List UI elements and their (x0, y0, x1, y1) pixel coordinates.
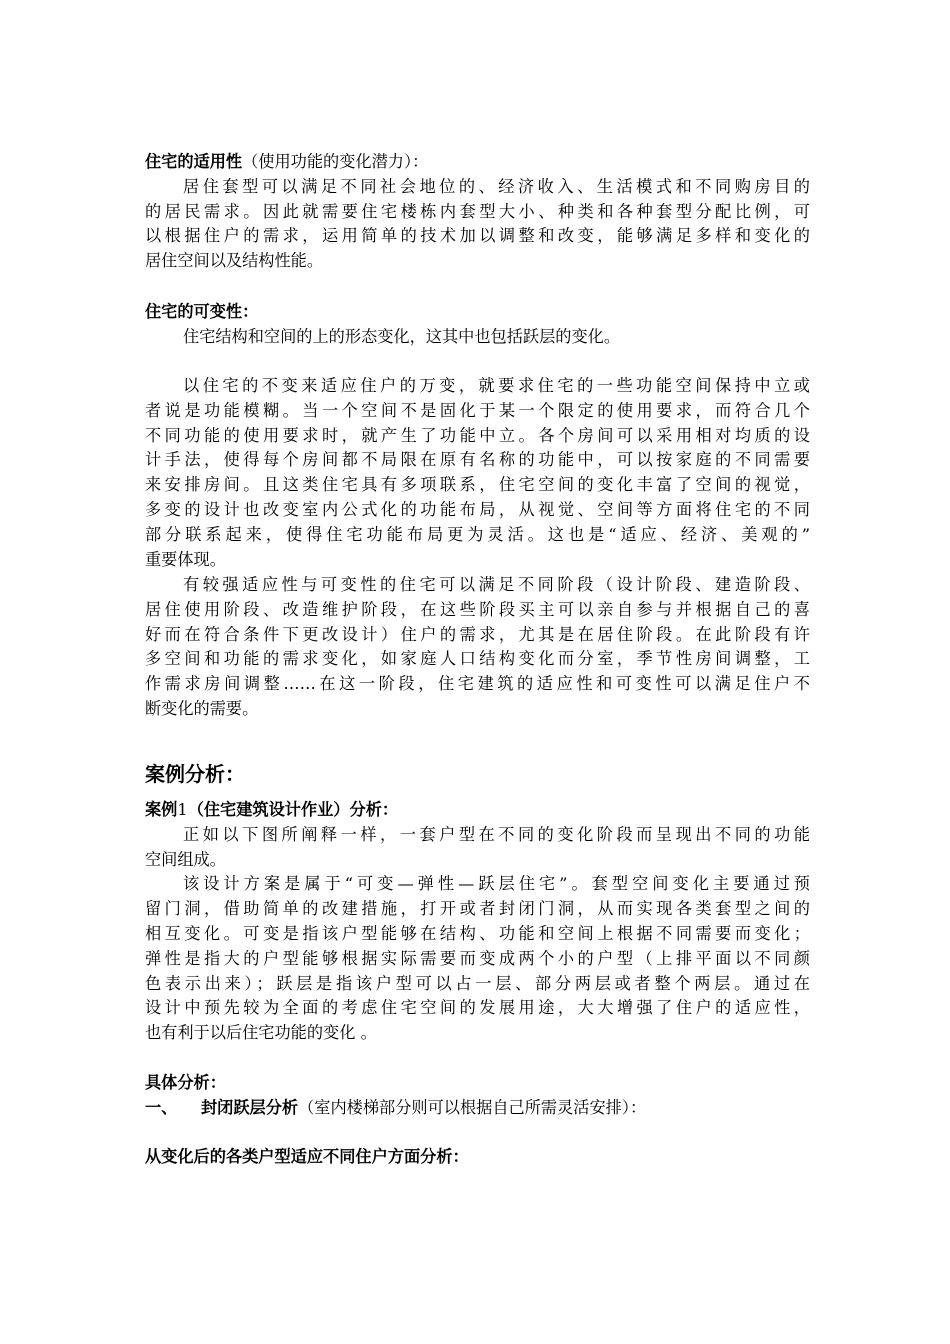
paragraph-line: 重要体现。 (145, 549, 226, 569)
paragraph-line: 留门洞，借助简单的改建措施，打开或者封闭门洞，从而实现各类套型之间的 (145, 899, 810, 919)
section-case-analysis (145, 760, 810, 788)
heading-applicability (145, 150, 810, 175)
heading-detailed-analysis: 具体分析： (145, 1073, 226, 1092)
paragraph-line: 居住套型可以满足不同社会地位的、经济收入、生活模式和不同购房目的 (183, 176, 810, 196)
paragraph-line: 弹性是指大的户型能够根据实际需要而变成两个小的户型（上排平面以不同颜 (145, 948, 810, 968)
list-item-number: 一、 (145, 1097, 178, 1117)
paragraph-line: 空间组成。 (145, 849, 226, 869)
section-applicability (145, 150, 810, 274)
heading-applicability-title: 住宅的适用性 (145, 152, 243, 171)
heading-case-1-label: 案例 (145, 800, 178, 819)
paragraph-line: 计手法，使得每个房间都不局限在原有名称的功能中，可以按家庭的不同需要 (145, 450, 810, 470)
paragraph-line: 正如以下图所阐释一样，一套户型在不同的变化阶段而呈现出不同的功能 (183, 824, 810, 844)
section-neutral-function (145, 374, 810, 572)
paragraph-line: 相互变化。可变是指该户型能够在结构、功能和空间上根据不同需要而变化； (145, 923, 810, 943)
heading-variability: 住宅的可变性： (145, 302, 259, 321)
list-item-closed-duplex (145, 1096, 810, 1121)
paragraph-line: 居住空间以及结构性能。 (145, 251, 324, 271)
heading-case-analysis: 案例分析： (145, 762, 245, 786)
paragraph-line: 也有利于以后住宅功能的变化 。 (145, 1023, 377, 1043)
paragraph-line: 的居民需求。因此就需要住宅楼栋内套型大小、种类和各种套型分配比例，可 (145, 201, 810, 221)
paragraph-line: 者说是功能模糊。当一个空间不是固化于某一个限定的使用要求，而符合几个 (145, 400, 810, 420)
heading-case-1-number: 1 (177, 800, 188, 819)
heading-case-1 (145, 798, 810, 823)
section-case-1 (145, 798, 810, 1046)
paragraph-line: 以住宅的不变来适应住户的万变，就要求住宅的一些功能空间保持中立或 (183, 376, 810, 395)
paragraph-line: 居住使用阶段、改造维护阶段，在这些阶段买主可以亲自参与并根据自己的喜 (145, 599, 810, 619)
paragraph-line: 不同功能的使用要求时，就产生了功能中立。各个房间可以采用相对均质的设 (145, 425, 810, 445)
paragraph-line: 多变的设计也改变室内公式化的功能布局，从视觉、空间等方面将住宅的不同 (145, 499, 810, 519)
paragraph-line: 该设计方案是属于“可变—弹性—跃层住宅”。套型空间变化主要通过预 (183, 874, 810, 894)
paragraph-line: 有较强适应性与可变性的住宅可以满足不同阶段（设计阶段、建造阶段、 (183, 575, 810, 594)
paragraph-line: 色表示出来）；跃层是指该户型可以占一层、部分两层或者整个两层。通过在 (145, 973, 810, 993)
list-item-title: 封闭跃层分析 (201, 1097, 299, 1117)
paragraph-line: 作需求房间调整……在这一阶段，住宅建筑的适应性和可变性可以满足住户不 (145, 674, 810, 694)
section-detailed-analysis (145, 1071, 810, 1170)
blank-line (145, 1121, 810, 1146)
heading-case-1-title: （住宅建筑设计作业）分析： (187, 800, 399, 819)
section-variability (145, 300, 810, 350)
paragraph-line: 断变化的需要。 (145, 698, 259, 718)
heading-applicability-note: （使用功能的变化潜力）： (242, 152, 429, 171)
paragraph-line: 设计中预先较为全面的考虑住宅空间的发展用途，大大增强了住户的适应性， (145, 998, 810, 1018)
paragraph-line: 好而在符合条件下更改设计）住户的需求，尤其是在居住阶段。在此阶段有许 (145, 624, 810, 644)
section-stages (145, 573, 810, 722)
heading-household-analysis: 从变化后的各类户型适应不同住户方面分析： (145, 1147, 469, 1167)
paragraph-line: 以根据住户的需求，运用简单的技术加以调整和改变，能够满足多样和变化的 (145, 226, 810, 246)
paragraph-line: 住宅结构和空间的上的形态变化，这其中也包括跃层的变化。 (183, 326, 621, 346)
paragraph-line: 部分联系起来，使得住宅功能布局更为灵活。这也是“适应、经济、美观的” (145, 524, 810, 544)
paragraph-line: 来安排房间。且这类住宅具有多项联系，住宅空间的变化丰富了空间的视觉， (145, 475, 810, 495)
paragraph-line: 多空间和功能的需求变化，如家庭人口结构变化而分室，季节性房间调整，工 (145, 649, 810, 669)
list-item-note: （室内楼梯部分则可以根据自己所需灵活安排）： (298, 1097, 647, 1117)
